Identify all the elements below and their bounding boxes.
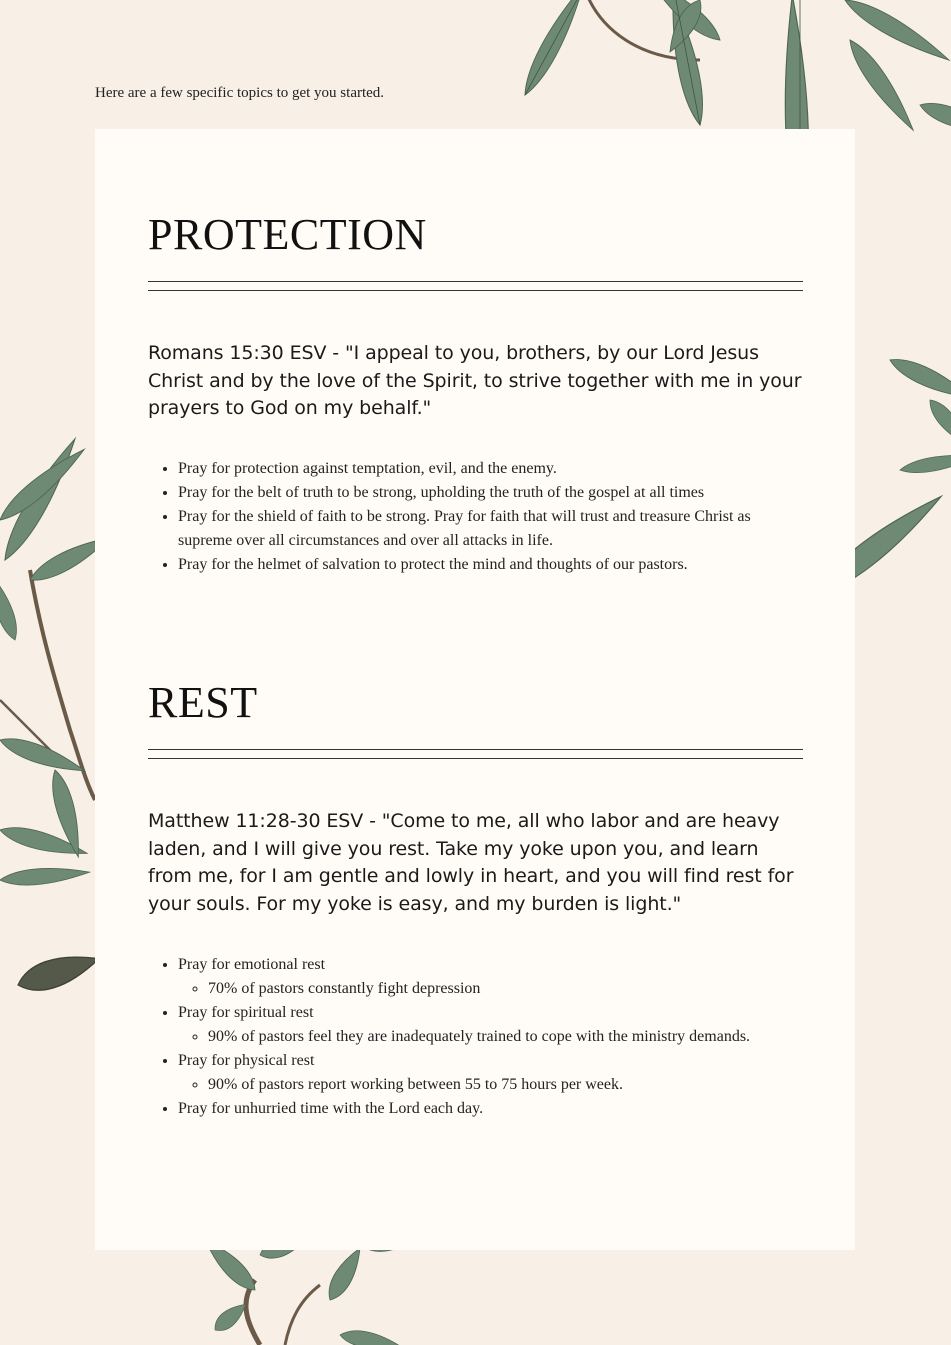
- sub-point: ◦ 90% of pastors report working between 55 to 75 hours per week.: [208, 1073, 803, 1097]
- intro-text: Here are a few specific topics to get you started.: [95, 85, 385, 101]
- sub-points-list: [178, 977, 803, 1001]
- sub-point: ◦ 90% of pastors feel they are inadequately trained to cope with the ministry demands.: [208, 1025, 803, 1049]
- prayer-point: • Pray for the shield of faith to be strong. Pray for faith that will trust and treasure Christ as supreme over all circumstances and over all attacks in life.: [178, 505, 803, 553]
- section-title: REST: [148, 678, 258, 727]
- prayer-point: • Pray for protection against temptation, evil, and the enemy.: [178, 457, 803, 481]
- sub-points-list: [178, 1073, 803, 1097]
- prayer-point: [178, 1049, 803, 1097]
- double-rule-divider: [148, 281, 803, 291]
- prayer-point: • Pray for the belt of truth to be strong, upholding the truth of the gospel at all times: [178, 481, 803, 505]
- scripture-verse: Romans 15:30 ESV - "I appeal to you, brothers, by our Lord Jesus Christ and by the love of the Spirit, to strive together with me in your prayers to God on my behalf.": [148, 342, 802, 420]
- prayer-point-text: Pray for emotional rest: [178, 955, 326, 973]
- section-rest: [148, 677, 803, 1121]
- content-card: [95, 129, 855, 1250]
- section-protection: [148, 209, 803, 577]
- prayer-point: • Pray for the helmet of salvation to protect the mind and thoughts of our pastors.: [178, 553, 803, 577]
- prayer-point: [178, 1001, 803, 1049]
- scripture-verse: Matthew 11:28-30 ESV - "Come to me, all who labor and are heavy laden, and I will give you rest. Take my yoke upon you, and learn from me, for I am gentle and lowly in heart, and you will find rest for your souls. For my yoke is easy, and my burden is light.": [148, 810, 794, 916]
- prayer-point-text: Pray for physical rest: [178, 1051, 315, 1069]
- prayer-point: • Pray for unhurried time with the Lord each day.: [178, 1097, 803, 1121]
- prayer-point: [178, 953, 803, 1001]
- sub-points-list: [178, 1025, 803, 1049]
- prayer-points-list: [148, 953, 803, 1121]
- section-title: PROTECTION: [148, 210, 427, 259]
- prayer-points-list: [148, 457, 803, 577]
- sub-point: ◦ 70% of pastors constantly fight depression: [208, 977, 803, 1001]
- double-rule-divider: [148, 749, 803, 759]
- prayer-point-text: Pray for spiritual rest: [178, 1003, 314, 1021]
